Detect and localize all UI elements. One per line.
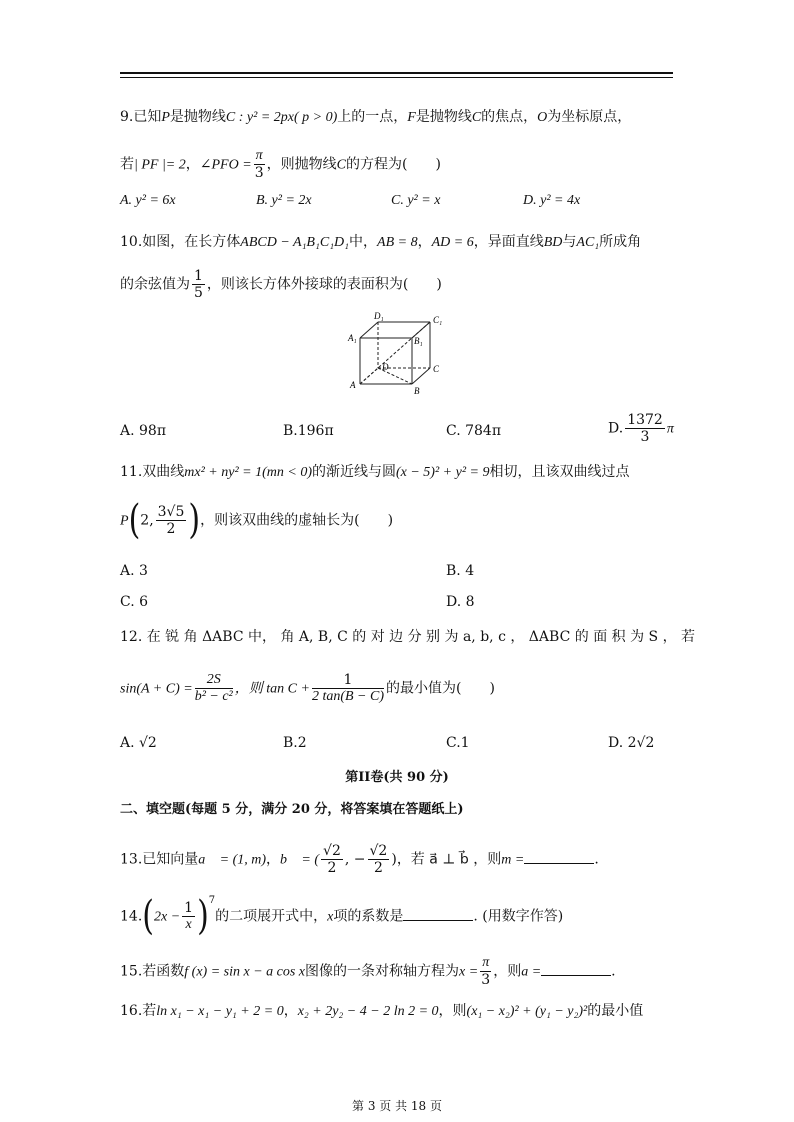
page-footer: 第 3 页 共 18 页: [352, 1099, 442, 1113]
q9-option-d[interactable]: D. y² = 4x: [523, 193, 581, 208]
q14-one: 1: [184, 900, 194, 916]
q10-five: 5: [194, 285, 203, 302]
q11-t3: ，则该双曲线的虚轴长为( ): [200, 512, 394, 529]
q10-option-a[interactable]: A. 98π: [120, 423, 167, 439]
q10-optd-num: 1372: [627, 412, 663, 428]
q11-point-num: 3√5: [157, 504, 185, 520]
q9-f: F: [407, 110, 416, 125]
q14-left-paren: (: [142, 892, 154, 940]
q9-intro: 9.已知: [120, 109, 162, 125]
q13-root2-a: √2: [323, 843, 341, 859]
q13-cond: ，若 a⃗ ⊥ b⃗ ，则: [396, 851, 502, 868]
q11-point-frac: [156, 504, 187, 537]
label-c1: C₁: [433, 315, 443, 325]
q12-lhs: sin(A + C) =: [120, 681, 193, 697]
q15-function: f (x) = sin x − a cos x: [184, 964, 306, 980]
q9-pi: π: [254, 148, 265, 165]
q11-t2: 相切，且该双曲线过点: [489, 464, 630, 480]
q9-t3: 是抛物线: [415, 109, 472, 125]
q11-point-p: P: [120, 513, 129, 529]
q9-line2: [120, 148, 441, 181]
edge-bc: [412, 368, 430, 384]
q13-line: [120, 843, 599, 876]
q10-optd-pre: D.: [608, 420, 624, 437]
q9-c: C: [471, 110, 482, 125]
label-b: B: [414, 386, 420, 396]
q11-option-a[interactable]: A. 3: [120, 563, 148, 579]
q13-vec-a: a⃗ = (1, m): [198, 852, 267, 868]
q9-parabola-eq: C : y² = 2px( p > 0): [225, 110, 338, 125]
q13-intro: 13.已知向量: [120, 851, 199, 868]
q10-line1: [120, 235, 641, 250]
q15-three: 3: [481, 972, 491, 989]
q14-answer-blank[interactable]: [403, 908, 473, 921]
q11-line2: [120, 496, 394, 544]
q16-eq1: ln x₁ − x₁ − y₁ + 2 = 0: [156, 1004, 284, 1019]
q15-line: [120, 955, 616, 988]
q10-line2-post: ，则该长方体外接球的表面积为( ): [206, 276, 442, 293]
q9-tail2: 的方程为( ): [346, 156, 441, 173]
q12-option-b[interactable]: B.2: [283, 735, 307, 751]
q13-two-b: 2: [373, 860, 383, 877]
q14-x: x: [327, 909, 334, 925]
q9-c2: C: [336, 157, 347, 173]
q15-t2: ，则: [493, 963, 522, 980]
q9-t4: 的焦点，: [481, 109, 538, 125]
q10-optd-den: 3: [640, 429, 650, 446]
q11-line1: [120, 465, 629, 480]
q12-line1: 12. 在 锐 角 ΔABC 中， 角 A, B, C 的 对 边 分 别 为 a, b, c ， ΔABC 的 面 积 为 S ， 若: [120, 629, 696, 645]
q11-circle-eq: (x − 5)² + y² = 9: [395, 465, 490, 480]
part2-title: 第II卷(共 90 分): [345, 770, 449, 785]
q11-t1: 的渐近线与圆: [311, 464, 396, 480]
q10-rest: ，异面直线: [473, 234, 544, 250]
q10-one-fifth: [192, 268, 205, 301]
q10-ad: AD = 6: [431, 235, 474, 250]
label-b1: B₁: [414, 336, 423, 346]
q13-answer-blank[interactable]: [524, 851, 594, 864]
q16-comma: ，: [283, 1003, 298, 1019]
q9-pi-over-3: [254, 148, 265, 181]
q11-right-paren: ): [188, 496, 201, 544]
q12-den1: b² − c²: [194, 689, 233, 705]
q12-num2: 1: [312, 672, 384, 689]
q13-vec-b-post: ): [391, 851, 397, 868]
q15-a: a =: [521, 964, 542, 980]
edge-a1d1: [360, 322, 378, 338]
q13-m: m =: [501, 852, 525, 868]
q16-line: [120, 1004, 643, 1019]
q16-eq2: x₂ + 2y₂ − 4 − 2 ln 2 = 0: [297, 1004, 439, 1019]
q11-option-c[interactable]: C. 6: [120, 594, 149, 610]
q10-option-d[interactable]: [608, 412, 674, 445]
q10-ac1: AC₁: [576, 235, 600, 250]
q12-frac2: [312, 672, 384, 705]
q11-option-b[interactable]: B. 4: [446, 563, 475, 579]
q16-eq3: (x₁ − x₂)² + (y₁ − y₂)²: [466, 1004, 588, 1019]
q9-option-b[interactable]: B. y² = 2x: [256, 193, 312, 208]
q15-end: .: [611, 963, 616, 980]
q9-p: P: [161, 110, 170, 125]
q12-tail: 的最小值为( ): [386, 680, 495, 697]
label-a: A: [350, 380, 356, 390]
label-c: C: [433, 364, 440, 374]
q10-option-b[interactable]: B.196π: [283, 423, 334, 439]
q13-root2-b: √2: [369, 843, 388, 859]
q9-line1: [120, 110, 631, 125]
q15-answer-blank[interactable]: [541, 963, 611, 976]
q9-tail: ，则抛物线: [266, 156, 337, 173]
q12-den2: 2 tan(B − C): [311, 689, 385, 705]
q13-frac1: [321, 843, 343, 876]
q15-t1: 图像的一条对称轴方程为: [305, 963, 460, 980]
q13-comma: ，: [266, 851, 281, 868]
q14-expr: 2x −: [153, 909, 181, 925]
q9-option-c[interactable]: C. y² = x: [391, 193, 441, 208]
q12-num1: 2S: [195, 672, 233, 689]
q9-t1: 是抛物线: [169, 109, 226, 125]
q10-line2-pre: 的余弦值为: [120, 276, 190, 293]
q14-t2: 项的系数是: [333, 908, 404, 925]
q9-comma: ，: [185, 156, 200, 173]
label-d: D: [382, 362, 389, 372]
q10-intro: 10.如图，在长方体: [120, 234, 241, 250]
q13-vec-b-pre: b⃗ = (: [280, 852, 320, 868]
q15-pi: π: [480, 955, 491, 972]
q10-one: 1: [194, 268, 203, 284]
q10-option-c[interactable]: C. 784π: [446, 423, 502, 439]
q12-option-c[interactable]: C.1: [446, 735, 470, 751]
q9-t2: 上的一点，: [337, 109, 408, 125]
q16-intro: 16.若: [120, 1003, 157, 1019]
q14-t1: 的二项展开式中，: [215, 908, 328, 925]
cuboid-figure: [342, 310, 452, 400]
q14-end: . (用数字作答): [473, 908, 564, 925]
q14-right-paren: ): [197, 892, 209, 940]
q10-cuboid: ABCD − A₁B₁C₁D₁: [240, 235, 350, 250]
q9-three: 3: [254, 165, 264, 182]
q11-hyperbola-eq: mx² + ny² = 1(mn < 0): [184, 465, 312, 480]
q13-end: .: [594, 851, 599, 868]
q10-with: 与: [562, 234, 577, 250]
q15-x: x =: [459, 964, 479, 980]
q15-intro: 15.若函数: [120, 963, 185, 980]
q11-left-paren: (: [128, 496, 141, 544]
q12-mid: ，则 tan C +: [234, 681, 310, 697]
q9-angle: ∠PFO =: [199, 157, 252, 173]
q14-line: [120, 892, 564, 940]
header-rule-thick: [120, 72, 673, 74]
q9-cond-pre: 若: [120, 156, 134, 173]
q10-comma: ，: [417, 234, 432, 250]
q13-frac2: [368, 843, 390, 876]
q10-optd-pi: π: [666, 421, 674, 437]
header-rule-thin: [120, 77, 673, 78]
q13-two-a: 2: [327, 860, 337, 877]
q9-pf: | PF |= 2: [134, 157, 186, 173]
q11-option-d[interactable]: D. 8: [446, 594, 475, 610]
q12-option-a[interactable]: A. √2: [120, 735, 157, 751]
q16-t2: 的最小值: [587, 1003, 644, 1019]
q10-mid: 中，: [349, 234, 378, 250]
q10-bd: BD: [543, 235, 563, 250]
q12-frac1: [195, 672, 233, 705]
q12-option-d[interactable]: D. 2√2: [608, 735, 655, 751]
q15-frac: [480, 955, 491, 988]
q10-ab: AB = 8: [377, 235, 418, 250]
q9-option-a[interactable]: A. y² = 6x: [120, 193, 176, 208]
q10-rest2: 所成角: [599, 234, 642, 250]
q12-line2: [120, 672, 495, 705]
q9-t5: 为坐标原点，: [547, 109, 632, 125]
label-a1: A₁: [348, 333, 357, 343]
q14-intro: 14.: [120, 908, 143, 925]
q10-line2: [120, 268, 442, 301]
q14-frac: [182, 900, 195, 933]
label-d1: D₁: [374, 311, 384, 321]
q11-point-den: 2: [166, 521, 176, 538]
part2-heading: 二、填空题(每题 5 分，满分 20 分，将答案填在答题纸上): [120, 802, 464, 817]
q14-exponent: 7: [208, 894, 216, 906]
q10-optd-frac: [625, 412, 665, 445]
q11-intro: 11.双曲线: [120, 464, 185, 480]
q13-sep: , −: [344, 851, 366, 868]
q16-t1: ，则: [438, 1003, 467, 1019]
q11-point-two: 2,: [140, 512, 154, 529]
q9-o: O: [537, 110, 548, 125]
q14-x-den: x: [185, 917, 192, 933]
